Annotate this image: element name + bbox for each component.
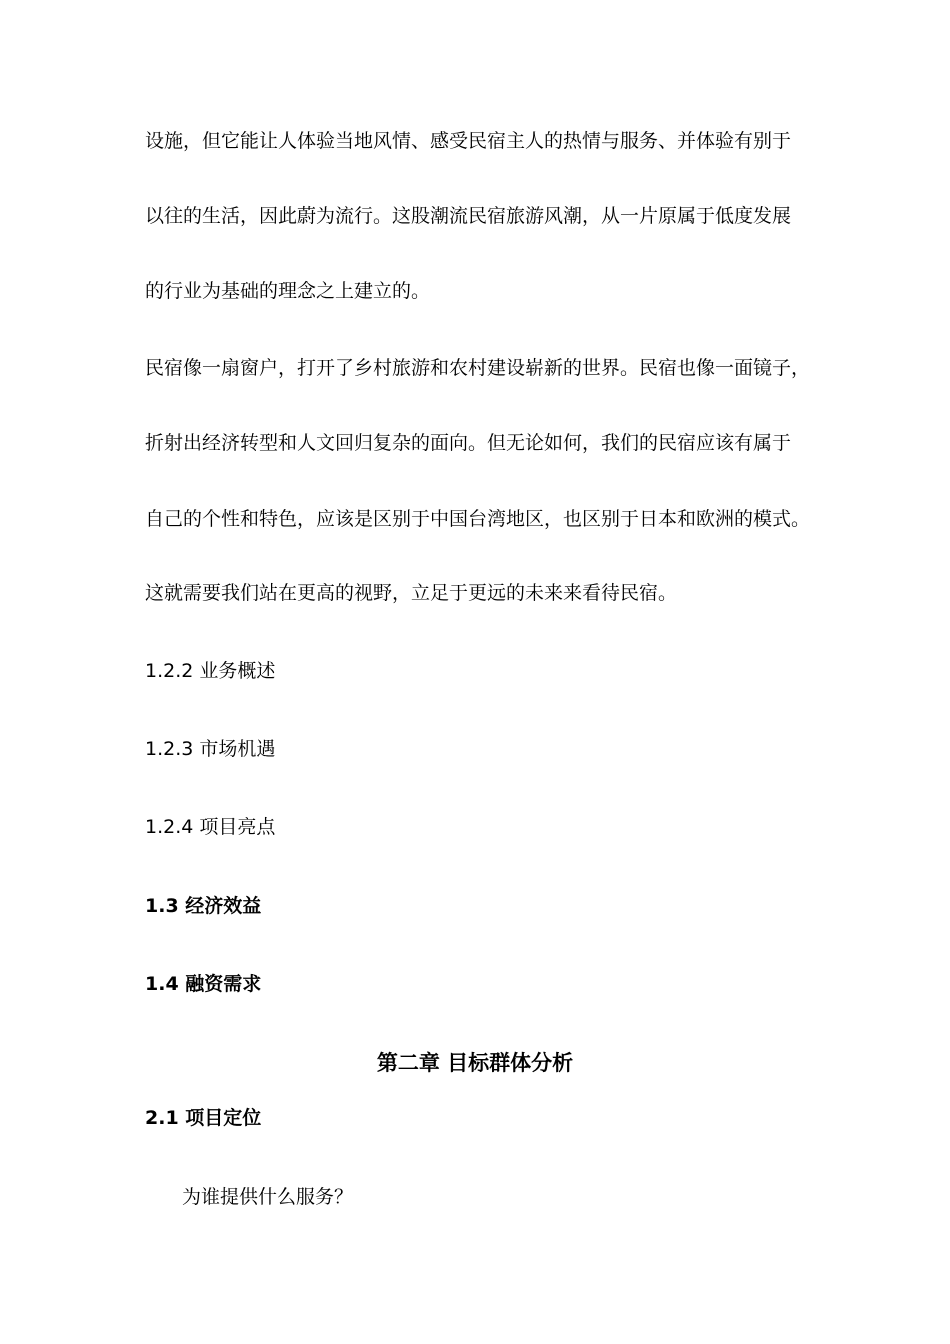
paragraph-line: 民宿像一扇窗户，打开了乡村旅游和农村建设崭新的世界。民宿也像一面镜子， xyxy=(145,357,811,379)
subsection-heading-market-opportunity: 1.2.3 市场机遇 xyxy=(145,738,276,760)
paragraph-line: 的行业为基础的理念之上建立的。 xyxy=(145,280,431,302)
paragraph-line: 这就需要我们站在更高的视野，立足于更远的未来来看待民宿。 xyxy=(145,582,678,604)
subsection-heading-project-highlights: 1.2.4 项目亮点 xyxy=(145,816,276,838)
paragraph-line: 以往的生活，因此蔚为流行。这股潮流民宿旅游风潮，从一片原属于低度发展 xyxy=(145,205,792,227)
paragraph-line: 自己的个性和特色，应该是区别于中国台湾地区，也区别于日本和欧洲的模式。 xyxy=(145,508,811,530)
question-text: 为谁提供什么服务？ xyxy=(182,1186,354,1208)
subsection-heading-business-overview: 1.2.2 业务概述 xyxy=(145,660,276,682)
chapter-title: 第二章 目标群体分析 xyxy=(376,1051,574,1075)
paragraph-line: 设施，但它能让人体验当地风情、感受民宿主人的热情与服务、并体验有别于 xyxy=(145,130,792,152)
section-heading-financing-needs: 1.4 融资需求 xyxy=(145,973,262,995)
section-heading-economic-benefits: 1.3 经济效益 xyxy=(145,895,262,917)
paragraph-line: 折射出经济转型和人文回归复杂的面向。但无论如何，我们的民宿应该有属于 xyxy=(145,432,792,454)
section-heading-project-positioning: 2.1 项目定位 xyxy=(145,1107,262,1129)
